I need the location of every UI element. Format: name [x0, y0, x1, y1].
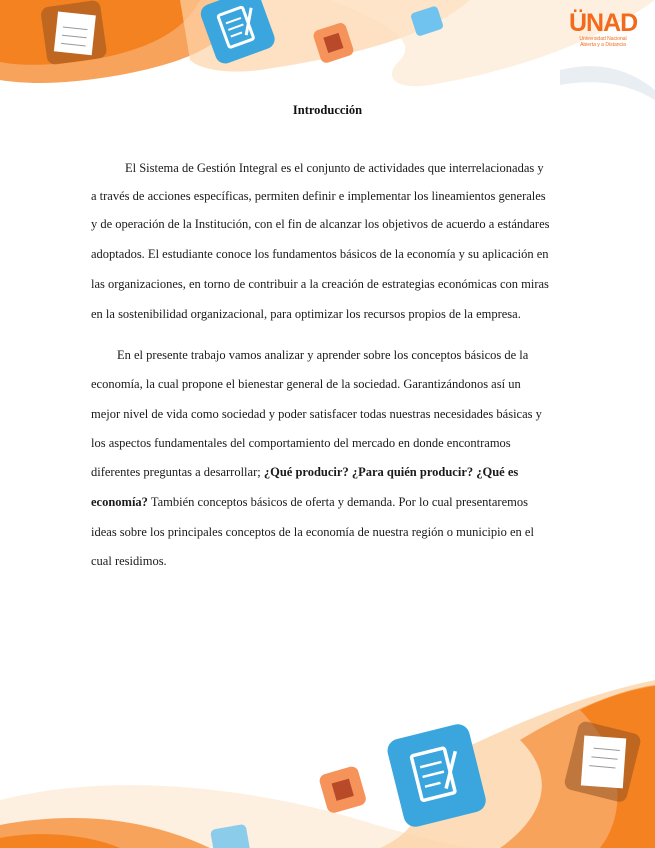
paragraph-1-line-3: y de operación de la Institución, con el fin de alcanzar los objetivos de acuerdo a estándares — [91, 217, 550, 231]
paragraph-2-line-8: cual residimos. — [91, 554, 167, 568]
notepad-icon — [40, 0, 107, 65]
paragraph-1-line-6: en la sostenibilidad organizacional, para optimizar los recursos propios de la empresa. — [91, 307, 521, 321]
paragraph-2-line-3: mejor nivel de vida como sociedad y poder satisfacer todas nuestras necesidades básicas y — [91, 407, 542, 421]
paragraph-1-line-4: adoptados. El estudiante conoce los fundamentos básicos de la economía y su aplicación en — [91, 247, 549, 261]
logo-brand: ÜNAD — [569, 9, 638, 37]
paragraph-2-line-6 — [91, 495, 528, 510]
paragraph-2-line-2: economía, la cual propone el bienestar general de la sociedad. Garantizándonos así un — [91, 377, 521, 391]
paragraph-2-line-5 — [91, 465, 518, 480]
footer-decoration — [0, 680, 655, 848]
paragraph-1-line-1: El Sistema de Gestión Integral es el conjunto de actividades que interrelacionadas y — [125, 161, 544, 175]
paragraph-2-line-6-plain: También conceptos básicos de oferta y demanda. Por lo cual presentaremos — [147, 495, 528, 509]
paragraph-1-line-5: las organizaciones, en torno de contribuir a la creación de estrategias económicas con miras — [91, 277, 549, 291]
paragraph-2-line-7: ideas sobre los principales conceptos de la economía de nuestra región o municipio en el — [91, 525, 534, 539]
paragraph-1-line-2: a través de acciones específicas, permiten definir e implementar los lineamientos generales — [91, 189, 546, 203]
box-icon-bottom — [318, 765, 367, 814]
page-title: Introducción — [292, 103, 363, 117]
paragraph-2-line-6-question: economía? — [91, 495, 148, 509]
paragraph-2-line-5-questions: ¿Qué producir? ¿Para quién producir? ¿Qué es — [263, 465, 519, 479]
unad-logo — [569, 10, 637, 48]
logo-tagline-2: Abierta y a Distancia — [580, 42, 626, 48]
paragraph-2-line-5-plain: diferentes preguntas a desarrollar; — [91, 465, 264, 479]
paragraph-2-line-1: En el presente trabajo vamos analizar y aprender sobre los conceptos básicos de la — [117, 348, 529, 362]
logo-tagline-1: Universidad Nacional — [579, 36, 627, 42]
paragraph-2-line-4: los aspectos fundamentales del comportamiento del mercado en donde encontramos — [91, 436, 511, 450]
